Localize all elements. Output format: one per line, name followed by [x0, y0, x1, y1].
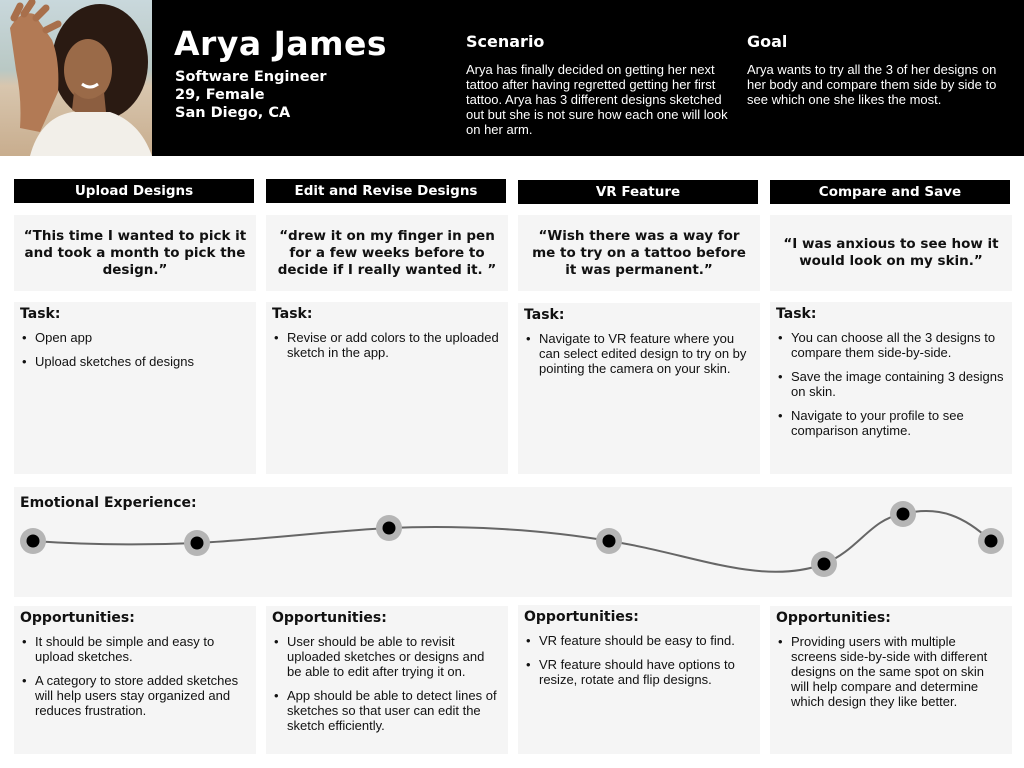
opportunities-card-vr-feature — [518, 605, 760, 754]
persona-location: San Diego, CA — [175, 105, 291, 121]
emotion-point-3 — [383, 522, 396, 535]
task-item: • Upload sketches of designs — [20, 354, 248, 369]
opportunities-card-upload-designs — [14, 606, 256, 754]
opportunities-list — [272, 634, 500, 733]
opportunities-list — [20, 634, 248, 718]
emotion-curve-line — [33, 511, 991, 572]
goal-text: Arya wants to try all the 3 of her designs on her body and compare them side by side to see which one she likes the most. — [747, 62, 997, 107]
task-list — [20, 330, 248, 369]
quote-text: “This time I wanted to pick it and took a month to pick the design.” — [23, 227, 247, 278]
phase-title-vr-feature: VR Feature — [518, 180, 758, 204]
task-list — [524, 331, 752, 376]
scenario-heading: Scenario — [466, 32, 545, 51]
task-label: Task: — [272, 306, 313, 322]
quote-vr-feature — [518, 215, 760, 291]
quote-edit-revise — [266, 215, 508, 291]
persona-name: Arya James — [174, 24, 388, 63]
task-list — [776, 330, 1004, 438]
emotion-point-7 — [985, 535, 998, 548]
emotion-point-4 — [603, 535, 616, 548]
task-label: Task: — [524, 307, 565, 323]
task-item: • Revise or add colors to the uploaded sketch in the app. — [272, 330, 500, 360]
task-label: Task: — [20, 306, 61, 322]
persona-role: Software Engineer — [175, 69, 327, 85]
task-card-compare-save — [770, 302, 1012, 474]
opportunity-item: • A category to store added sketches will help users stay organized and reduces frustration. — [20, 673, 248, 718]
emotion-curve-graph — [0, 487, 1024, 597]
opportunity-item: • User should be able to revisit uploaded sketches or designs and be able to edit after trying it on. — [272, 634, 500, 679]
opportunities-label: Opportunities: — [20, 610, 135, 626]
phase-title-edit-revise: Edit and Revise Designs — [266, 179, 506, 203]
task-card-upload-designs — [14, 302, 256, 474]
opportunity-item: • Providing users with multiple screens side-by-side with different designs on the same spot on skin will help compare and determine which design they like better. — [776, 634, 1004, 709]
quote-text: “Wish there was a way for me to try on a tattoo before it was permanent.” — [532, 227, 746, 278]
persona-age-gender: 29, Female — [175, 87, 265, 103]
opportunities-label: Opportunities: — [524, 609, 639, 625]
quote-compare-save — [770, 215, 1012, 291]
opportunities-list — [524, 633, 752, 687]
quote-upload-designs — [14, 215, 256, 291]
task-item: • Navigate to VR feature where you can select edited design to try on by pointing the camera on your skin. — [524, 331, 752, 376]
scenario-text: Arya has finally decided on getting her next tattoo after having regretted getting her first tattoo. Arya has 3 different designs sketched out but she is not sure how each one will look on her arm. — [466, 62, 728, 137]
opportunity-item: • It should be simple and easy to upload sketches. — [20, 634, 248, 664]
task-label: Task: — [776, 306, 817, 322]
task-list — [272, 330, 500, 360]
task-card-vr-feature — [518, 303, 760, 474]
task-item: • Navigate to your profile to see comparison anytime. — [776, 408, 1004, 438]
quote-text: “drew it on my finger in pen for a few weeks before to decide if I really wanted it. ” — [277, 227, 497, 278]
opportunity-item: • App should be able to detect lines of sketches so that user can edit the sketch efficiently. — [272, 688, 500, 733]
persona-photo — [0, 0, 152, 156]
phase-title-compare-save: Compare and Save — [770, 180, 1010, 204]
opportunity-item: • VR feature should be easy to find. — [524, 633, 752, 648]
task-item: • Open app — [20, 330, 248, 345]
emotional-experience-title: Emotional Experience: — [20, 495, 197, 511]
opportunity-item: • VR feature should have options to resize, rotate and flip designs. — [524, 657, 752, 687]
opportunities-card-compare-save — [770, 606, 1012, 754]
goal-heading: Goal — [747, 32, 788, 51]
opportunities-label: Opportunities: — [272, 610, 387, 626]
quote-text: “I was anxious to see how it would look on my skin.” — [783, 236, 999, 269]
emotion-point-5 — [818, 558, 831, 571]
opportunities-card-edit-revise — [266, 606, 508, 754]
task-item: • You can choose all the 3 designs to compare them side-by-side. — [776, 330, 1004, 360]
emotion-point-1 — [27, 535, 40, 548]
phase-title-upload-designs: Upload Designs — [14, 179, 254, 203]
emotion-point-2 — [191, 537, 204, 550]
emotion-point-6 — [897, 508, 910, 521]
opportunities-list — [776, 634, 1004, 709]
task-card-edit-revise — [266, 302, 508, 474]
task-item: • Save the image containing 3 designs on skin. — [776, 369, 1004, 399]
opportunities-label: Opportunities: — [776, 610, 891, 626]
